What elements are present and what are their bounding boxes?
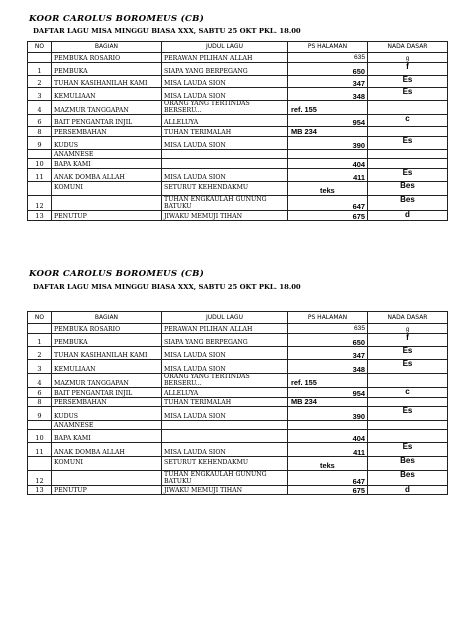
liturgy-part: TUHAN KASIHANILAH KAMI bbox=[52, 347, 162, 360]
row-number: 12 bbox=[28, 196, 52, 211]
song-title-text: ORANG YANG TERTINDAS BERSERU... bbox=[164, 373, 250, 387]
table-row bbox=[28, 421, 448, 430]
ps-page bbox=[288, 127, 368, 137]
row-number: 13 bbox=[28, 211, 52, 221]
key-signature: d bbox=[368, 486, 448, 495]
row-number: 6 bbox=[28, 115, 52, 127]
row-number: 4 bbox=[28, 101, 52, 115]
key-signature: Es bbox=[368, 169, 448, 182]
key-signature: d bbox=[368, 211, 448, 221]
ps-page: 348 bbox=[288, 360, 368, 374]
liturgy-part bbox=[52, 471, 162, 486]
row-number bbox=[28, 421, 52, 430]
song-title: MISA LAUDA SION bbox=[162, 360, 288, 374]
row-number: 3 bbox=[28, 88, 52, 101]
row-number: 3 bbox=[28, 360, 52, 374]
ps-page: 675 bbox=[288, 211, 368, 221]
ps-page bbox=[288, 457, 368, 471]
table-row bbox=[28, 398, 448, 407]
song-title: SETURUT KEHENDAKMU bbox=[162, 457, 288, 471]
liturgy-part: ANAMNESE bbox=[52, 421, 162, 430]
key-signature: Bes bbox=[368, 196, 448, 211]
key-signature: f bbox=[368, 334, 448, 347]
table-body bbox=[28, 53, 448, 221]
table-row bbox=[28, 150, 448, 159]
song-title bbox=[162, 159, 288, 169]
row-number: 1 bbox=[28, 334, 52, 347]
ps-page: 390 bbox=[288, 137, 368, 150]
liturgy-part: KUDUS bbox=[52, 137, 162, 150]
choir-title: KOOR CAROLUS BOROMEUS (CB) bbox=[29, 269, 205, 279]
key-signature bbox=[368, 421, 448, 430]
table-row bbox=[28, 407, 448, 421]
key-signature bbox=[368, 430, 448, 443]
song-title: JIWAKU MEMUJI TIHAN bbox=[162, 486, 288, 495]
ps-page: 635 bbox=[288, 53, 368, 63]
ps-page bbox=[288, 421, 368, 430]
key-signature: Bes bbox=[368, 182, 448, 196]
header-nada-dasar: NADA DASAR bbox=[368, 312, 448, 324]
header-ps-halaman: PS HALAMAN bbox=[288, 42, 368, 53]
liturgy-part: BAPA KAMI bbox=[52, 430, 162, 443]
liturgy-part: KOMUNI bbox=[52, 457, 162, 471]
song-title bbox=[162, 150, 288, 159]
header-no: NO bbox=[28, 42, 52, 53]
liturgy-part: PERSEMBAHAN bbox=[52, 127, 162, 137]
choir-title: KOOR CAROLUS BOROMEUS (CB) bbox=[29, 14, 205, 24]
row-number: 11 bbox=[28, 169, 52, 182]
list-subtitle: DAFTAR LAGU MISA MINGGU BIASA XXX, SABTU 25 OKT PKL. 18.00 bbox=[33, 27, 301, 35]
row-number: 4 bbox=[28, 374, 52, 388]
ps-page: 650 bbox=[288, 334, 368, 347]
ps-page: 404 bbox=[288, 159, 368, 169]
header-bagian: BAGIAN bbox=[52, 312, 162, 324]
liturgy-part: MAZMUR TANGGAPAN bbox=[52, 101, 162, 115]
key-signature bbox=[368, 127, 448, 137]
key-signature: Es bbox=[368, 443, 448, 457]
song-title: SETURUT KEHENDAKMU bbox=[162, 182, 288, 196]
row-number: 2 bbox=[28, 347, 52, 360]
song-title bbox=[162, 374, 288, 388]
song-title: PERAWAN PILIHAN ALLAH bbox=[162, 324, 288, 334]
key-signature bbox=[368, 159, 448, 169]
song-title: ALLELUYA bbox=[162, 115, 288, 127]
ps-text-note: teks bbox=[320, 460, 335, 470]
key-signature bbox=[368, 101, 448, 115]
ps-page bbox=[288, 150, 368, 159]
ps-page bbox=[288, 101, 368, 115]
liturgy-part: ANAMNESE bbox=[52, 150, 162, 159]
key-signature: Es bbox=[368, 407, 448, 421]
table-row bbox=[28, 76, 448, 88]
key-signature: g bbox=[368, 53, 448, 63]
ps-page: 954 bbox=[288, 115, 368, 127]
table-row bbox=[28, 137, 448, 150]
key-signature: Es bbox=[368, 76, 448, 88]
key-signature: Bes bbox=[368, 457, 448, 471]
key-signature: Es bbox=[368, 88, 448, 101]
key-signature: c bbox=[368, 388, 448, 398]
liturgy-part: ANAK DOMBA ALLAH bbox=[52, 169, 162, 182]
table-row bbox=[28, 388, 448, 398]
song-title: SIAPA YANG BERPEGANG bbox=[162, 334, 288, 347]
table-row bbox=[28, 347, 448, 360]
row-number: 10 bbox=[28, 430, 52, 443]
song-title-text: TUHAN ENGKAULAH GUNUNG BATUKU bbox=[164, 196, 267, 210]
row-number bbox=[28, 150, 52, 159]
row-number: 2 bbox=[28, 76, 52, 88]
song-title: MISA LAUDA SION bbox=[162, 169, 288, 182]
song-title: MISA LAUDA SION bbox=[162, 76, 288, 88]
table-row bbox=[28, 101, 448, 115]
song-title: TUHAN TERIMALAH bbox=[162, 398, 288, 407]
song-title bbox=[162, 430, 288, 443]
ps-page bbox=[288, 374, 368, 388]
row-number: 8 bbox=[28, 127, 52, 137]
row-number: 10 bbox=[28, 159, 52, 169]
song-title bbox=[162, 421, 288, 430]
liturgy-part: ANAK DOMBA ALLAH bbox=[52, 443, 162, 457]
song-title: MISA LAUDA SION bbox=[162, 407, 288, 421]
liturgy-part: PENUTUP bbox=[52, 486, 162, 495]
liturgy-part: PEMBUKA ROSARIO bbox=[52, 53, 162, 63]
song-title: SIAPA YANG BERPEGANG bbox=[162, 63, 288, 76]
liturgy-part: MAZMUR TANGGAPAN bbox=[52, 374, 162, 388]
header-bagian: BAGIAN bbox=[52, 42, 162, 53]
row-number bbox=[28, 324, 52, 334]
table-row bbox=[28, 115, 448, 127]
ps-page: 347 bbox=[288, 347, 368, 360]
song-title-text: ORANG YANG TERTINDAS BERSERU... bbox=[164, 100, 250, 114]
header-nada-dasar: NADA DASAR bbox=[368, 42, 448, 53]
ps-page: 347 bbox=[288, 76, 368, 88]
liturgy-part: BAIT PENGANTAR INJIL bbox=[52, 388, 162, 398]
song-title: MISA LAUDA SION bbox=[162, 347, 288, 360]
ps-page: 647 bbox=[288, 196, 368, 211]
table-row bbox=[28, 196, 448, 211]
song-title: TUHAN TERIMALAH bbox=[162, 127, 288, 137]
table-row bbox=[28, 159, 448, 169]
table-row bbox=[28, 53, 448, 63]
song-title: ALLELUYA bbox=[162, 388, 288, 398]
table-header-row bbox=[28, 42, 448, 53]
liturgy-part: TUHAN KASIHANILAH KAMI bbox=[52, 76, 162, 88]
ps-page: 348 bbox=[288, 88, 368, 101]
liturgy-part bbox=[52, 196, 162, 211]
liturgy-part: BAIT PENGANTAR INJIL bbox=[52, 115, 162, 127]
liturgy-part: KUDUS bbox=[52, 407, 162, 421]
table-row bbox=[28, 486, 448, 495]
song-title: JIWAKU MEMUJI TIHAN bbox=[162, 211, 288, 221]
ps-page bbox=[288, 182, 368, 196]
ps-page: 390 bbox=[288, 407, 368, 421]
row-number bbox=[28, 182, 52, 196]
table-row bbox=[28, 127, 448, 137]
ps-reference: ref. 155 bbox=[291, 104, 317, 114]
liturgy-part: BAPA KAMI bbox=[52, 159, 162, 169]
header-ps-halaman: PS HALAMAN bbox=[288, 312, 368, 324]
row-number: 13 bbox=[28, 486, 52, 495]
key-signature: c bbox=[368, 115, 448, 127]
table-body bbox=[28, 324, 448, 495]
list-subtitle: DAFTAR LAGU MISA MINGGU BIASA XXX, SABTU 25 OKT PKL. 18.00 bbox=[33, 283, 301, 291]
ps-page: 675 bbox=[288, 486, 368, 495]
liturgy-part: PEMBUKA ROSARIO bbox=[52, 324, 162, 334]
ps-page: 411 bbox=[288, 443, 368, 457]
liturgy-part: PEMBUKA bbox=[52, 334, 162, 347]
liturgy-part: PENUTUP bbox=[52, 211, 162, 221]
ps-page bbox=[288, 398, 368, 407]
ps-page: 650 bbox=[288, 63, 368, 76]
row-number bbox=[28, 457, 52, 471]
row-number: 8 bbox=[28, 398, 52, 407]
song-table bbox=[27, 311, 448, 495]
table-row bbox=[28, 430, 448, 443]
liturgy-part: KOMUNI bbox=[52, 182, 162, 196]
key-signature bbox=[368, 150, 448, 159]
ps-page: 647 bbox=[288, 471, 368, 486]
table-row bbox=[28, 211, 448, 221]
ps-page: 954 bbox=[288, 388, 368, 398]
ps-text-note: teks bbox=[320, 185, 335, 195]
table-row bbox=[28, 88, 448, 101]
key-signature bbox=[368, 398, 448, 407]
ps-reference: MB 234 bbox=[291, 397, 317, 406]
row-number bbox=[28, 53, 52, 63]
header-judul-lagu: JUDUL LAGU bbox=[162, 312, 288, 324]
song-title bbox=[162, 101, 288, 115]
song-title: MISA LAUDA SION bbox=[162, 443, 288, 457]
song-title: MISA LAUDA SION bbox=[162, 137, 288, 150]
song-title bbox=[162, 196, 288, 211]
liturgy-part: KEMULIAAN bbox=[52, 360, 162, 374]
table-row bbox=[28, 169, 448, 182]
table-row bbox=[28, 324, 448, 334]
row-number: 9 bbox=[28, 137, 52, 150]
key-signature: g bbox=[368, 324, 448, 334]
ps-reference: ref. 155 bbox=[291, 377, 317, 387]
liturgy-part: KEMULIAAN bbox=[52, 88, 162, 101]
row-number: 1 bbox=[28, 63, 52, 76]
table-row bbox=[28, 182, 448, 196]
liturgy-part: PEMBUKA bbox=[52, 63, 162, 76]
liturgy-part: PERSEMBAHAN bbox=[52, 398, 162, 407]
key-signature: Es bbox=[368, 347, 448, 360]
song-title-text: TUHAN ENGKAULAH GUNUNG BATUKU bbox=[164, 471, 267, 485]
row-number: 6 bbox=[28, 388, 52, 398]
song-title: PERAWAN PILIHAN ALLAH bbox=[162, 53, 288, 63]
key-signature: Es bbox=[368, 360, 448, 374]
song-table bbox=[27, 41, 448, 221]
key-signature bbox=[368, 374, 448, 388]
table-row bbox=[28, 334, 448, 347]
song-title: MISA LAUDA SION bbox=[162, 88, 288, 101]
ps-page: 635 bbox=[288, 324, 368, 334]
table-row bbox=[28, 457, 448, 471]
key-signature: Es bbox=[368, 137, 448, 150]
key-signature: Bes bbox=[368, 471, 448, 486]
table-row bbox=[28, 471, 448, 486]
table-row bbox=[28, 374, 448, 388]
header-judul-lagu: JUDUL LAGU bbox=[162, 42, 288, 53]
ps-page: 411 bbox=[288, 169, 368, 182]
table-row bbox=[28, 360, 448, 374]
table-header-row bbox=[28, 312, 448, 324]
table-row bbox=[28, 443, 448, 457]
table-row bbox=[28, 63, 448, 76]
header-no: NO bbox=[28, 312, 52, 324]
ps-reference: MB 234 bbox=[291, 126, 317, 136]
key-signature: f bbox=[368, 63, 448, 76]
row-number: 11 bbox=[28, 443, 52, 457]
ps-page: 404 bbox=[288, 430, 368, 443]
row-number: 12 bbox=[28, 471, 52, 486]
row-number: 9 bbox=[28, 407, 52, 421]
song-title bbox=[162, 471, 288, 486]
